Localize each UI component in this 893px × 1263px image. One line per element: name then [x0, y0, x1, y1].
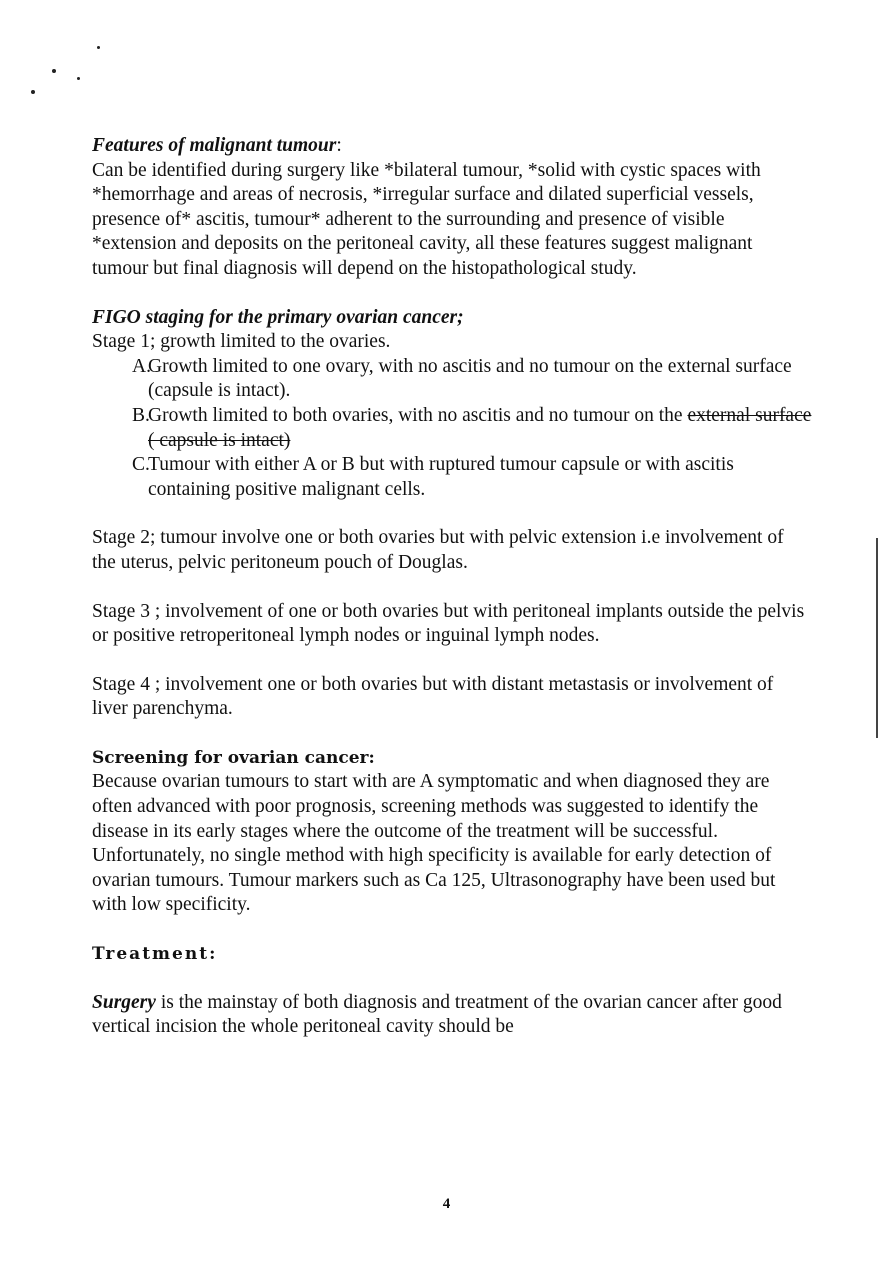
scan-speck: [77, 77, 80, 80]
screening-paragraph-2: Unfortunately, no single method with high specificity is available for early detection of ovarian tumours. Tumour markers such as Ca 125, Ultrasonography have been used but with low specificity.: [92, 845, 776, 916]
stage-4: Stage 4 ; involvement one or both ovaries but with distant metastasis or involvement of liver parenchyma.: [92, 673, 774, 720]
figo-heading: FIGO staging for the primary ovarian cancer;: [92, 306, 464, 328]
stage-1-list: [92, 355, 812, 503]
stage-1-item-c: C. Tumour with either A or B but with ruptured tumour capsule or with ascitis containing positive malignant cells.: [132, 454, 734, 500]
stage-1: Stage 1; growth limited to the ovaries.: [92, 331, 391, 353]
surgery-term: Surgery: [92, 991, 156, 1013]
surgery-paragraph: Surgery is the mainstay of both diagnosis and treatment of the ovarian cancer after good vertical incision the whole peritoneal cavity should be: [92, 991, 782, 1038]
features-paragraph: Can be identified during surgery like *bilateral tumour, *solid with cystic spaces with *hemorrhage and areas of necrosis, *irregular surface and dilated superficial vessels, presence of* ascitis, tumour* adherent to the surrounding and presence of visible *extension and deposits on the peritoneal cavity, all these features suggest malignant tumour but final diagnosis will depend on the histopathological study.: [92, 159, 761, 279]
stage-3: Stage 3 ; involvement of one or both ovaries but with peritoneal implants outside the pelvis or positive retroperitoneal lymph nodes or inguinal lymph nodes.: [92, 600, 805, 647]
treatment-heading: Treatment:: [92, 944, 218, 965]
scan-speck: [97, 46, 100, 49]
scan-speck: [52, 69, 56, 73]
scan-speck: [31, 90, 35, 94]
stage-1-item-b: B. Growth limited to both ovaries, with no ascitis and no tumour on the external surface ( capsule is intact): [132, 404, 812, 451]
screening-heading: Screening for ovarian cancer:: [92, 747, 375, 768]
stage-2: Stage 2; tumour involve one or both ovaries but with pelvic extension i.e involvement of the uterus, pelvic peritoneum pouch of Douglas.: [92, 527, 784, 573]
struck-text: external surface ( capsule is intact): [148, 404, 812, 451]
page-number: 4: [442, 1196, 451, 1212]
stage-1-item-a: A. Growth limited to one ovary, with no ascitis and no tumour on the external surface (capsule is intact).: [132, 355, 792, 402]
features-heading: Features of malignant tumour:: [92, 135, 342, 156]
scan-margin-line: [876, 538, 878, 738]
screening-paragraph-1: Because ovarian tumours to start with are A symptomatic and when diagnosed they are often advanced with poor prognosis, screening methods was suggested to identify the disease in its early stages where the outcome of the treatment will be successful.: [92, 771, 770, 842]
page-content: [92, 134, 812, 1040]
